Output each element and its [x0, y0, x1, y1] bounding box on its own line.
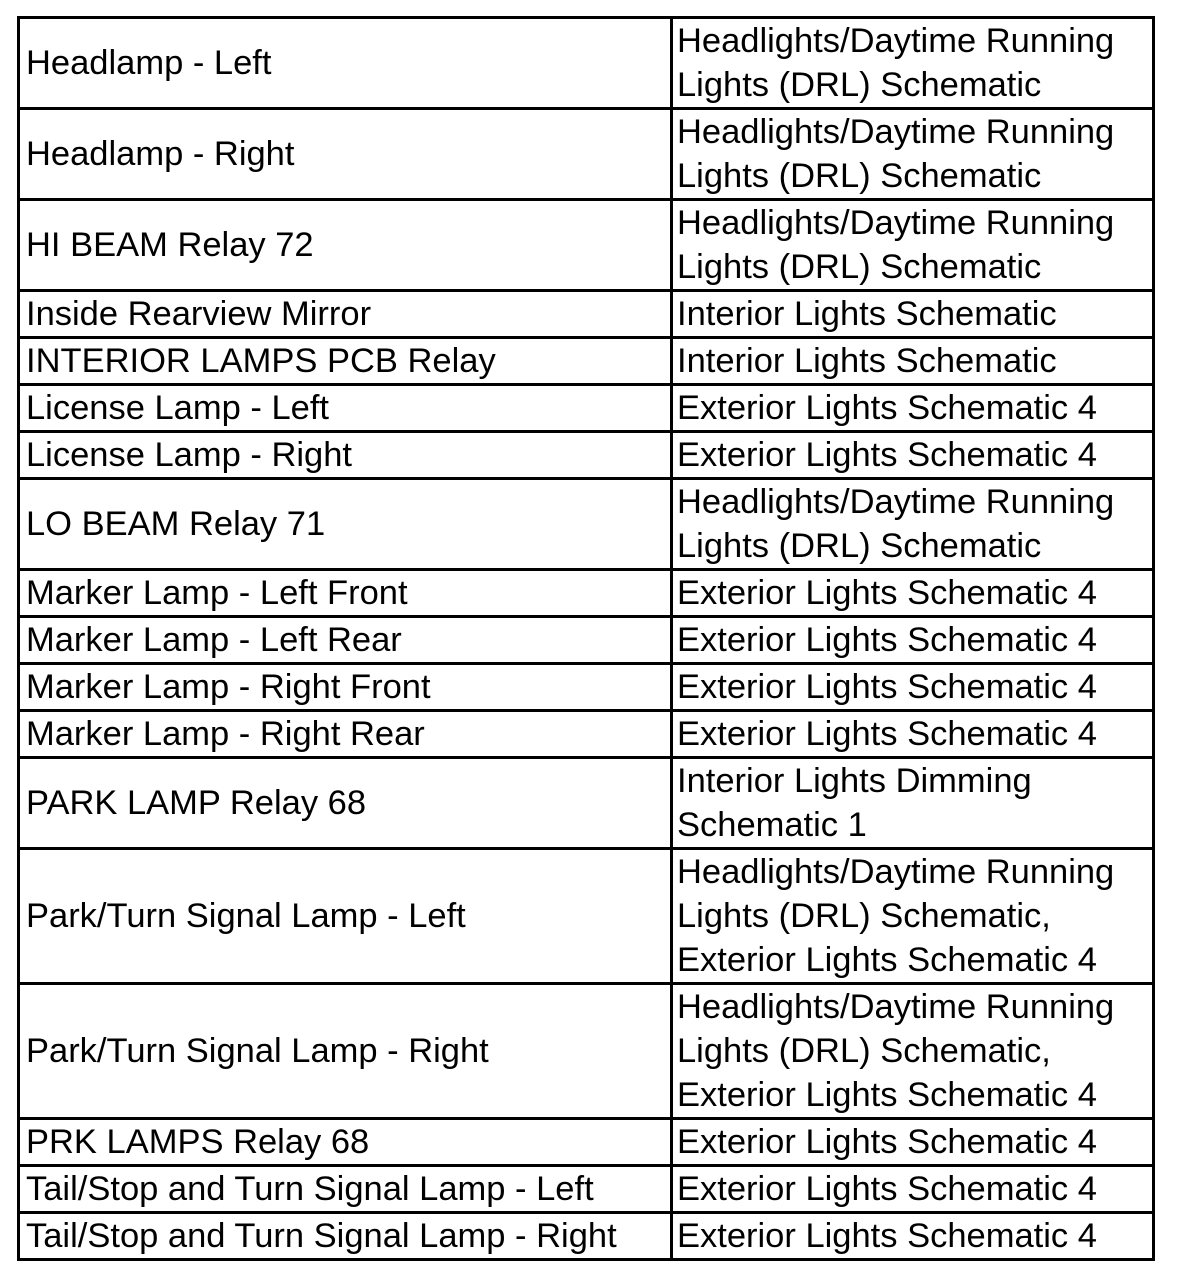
table-row — [19, 758, 1154, 849]
table-row — [19, 385, 1154, 432]
table-body — [19, 18, 1154, 1260]
component-cell: HI BEAM Relay 72 — [19, 200, 672, 291]
table-row — [19, 338, 1154, 385]
schematic-cell: Headlights/Daytime Running Lights (DRL) Schematic — [672, 18, 1154, 109]
schematic-cell: Headlights/Daytime Running Lights (DRL) Schematic — [672, 109, 1154, 200]
table-row — [19, 711, 1154, 758]
component-cell: INTERIOR LAMPS PCB Relay — [19, 338, 672, 385]
schematic-cell: Exterior Lights Schematic 4 — [672, 1166, 1154, 1213]
component-cell: Inside Rearview Mirror — [19, 291, 672, 338]
schematic-cell: Headlights/Daytime Running Lights (DRL) Schematic, Exterior Lights Schematic 4 — [672, 984, 1154, 1119]
table-row — [19, 1213, 1154, 1260]
schematic-cell: Interior Lights Dimming Schematic 1 — [672, 758, 1154, 849]
component-cell: Park/Turn Signal Lamp - Left — [19, 849, 672, 984]
table-row — [19, 18, 1154, 109]
table-row — [19, 984, 1154, 1119]
table-row — [19, 479, 1154, 570]
table-row — [19, 200, 1154, 291]
schematic-cell: Interior Lights Schematic — [672, 338, 1154, 385]
schematic-cell: Exterior Lights Schematic 4 — [672, 385, 1154, 432]
table-row — [19, 432, 1154, 479]
component-cell: LO BEAM Relay 71 — [19, 479, 672, 570]
table-row — [19, 849, 1154, 984]
table-row — [19, 664, 1154, 711]
component-cell: License Lamp - Left — [19, 385, 672, 432]
schematic-cell: Exterior Lights Schematic 4 — [672, 664, 1154, 711]
table-row — [19, 109, 1154, 200]
schematic-cell: Exterior Lights Schematic 4 — [672, 432, 1154, 479]
schematic-cell: Interior Lights Schematic — [672, 291, 1154, 338]
component-schematic-table — [17, 16, 1155, 1261]
schematic-cell: Exterior Lights Schematic 4 — [672, 711, 1154, 758]
component-cell: License Lamp - Right — [19, 432, 672, 479]
schematic-cell: Headlights/Daytime Running Lights (DRL) Schematic, Exterior Lights Schematic 4 — [672, 849, 1154, 984]
component-cell: Tail/Stop and Turn Signal Lamp - Right — [19, 1213, 672, 1260]
component-cell: PARK LAMP Relay 68 — [19, 758, 672, 849]
component-cell: PRK LAMPS Relay 68 — [19, 1119, 672, 1166]
table-row — [19, 617, 1154, 664]
table-row — [19, 570, 1154, 617]
table-row — [19, 1166, 1154, 1213]
schematic-cell: Exterior Lights Schematic 4 — [672, 570, 1154, 617]
schematic-cell: Exterior Lights Schematic 4 — [672, 1213, 1154, 1260]
component-cell: Marker Lamp - Left Rear — [19, 617, 672, 664]
component-cell: Headlamp - Left — [19, 18, 672, 109]
schematic-cell: Exterior Lights Schematic 4 — [672, 1119, 1154, 1166]
schematic-cell: Exterior Lights Schematic 4 — [672, 617, 1154, 664]
schematic-cell: Headlights/Daytime Running Lights (DRL) Schematic — [672, 479, 1154, 570]
schematic-cell: Headlights/Daytime Running Lights (DRL) Schematic — [672, 200, 1154, 291]
table-row — [19, 1119, 1154, 1166]
component-cell: Park/Turn Signal Lamp - Right — [19, 984, 672, 1119]
table-row — [19, 291, 1154, 338]
component-cell: Headlamp - Right — [19, 109, 672, 200]
component-cell: Marker Lamp - Right Rear — [19, 711, 672, 758]
component-cell: Tail/Stop and Turn Signal Lamp - Left — [19, 1166, 672, 1213]
component-cell: Marker Lamp - Left Front — [19, 570, 672, 617]
component-cell: Marker Lamp - Right Front — [19, 664, 672, 711]
